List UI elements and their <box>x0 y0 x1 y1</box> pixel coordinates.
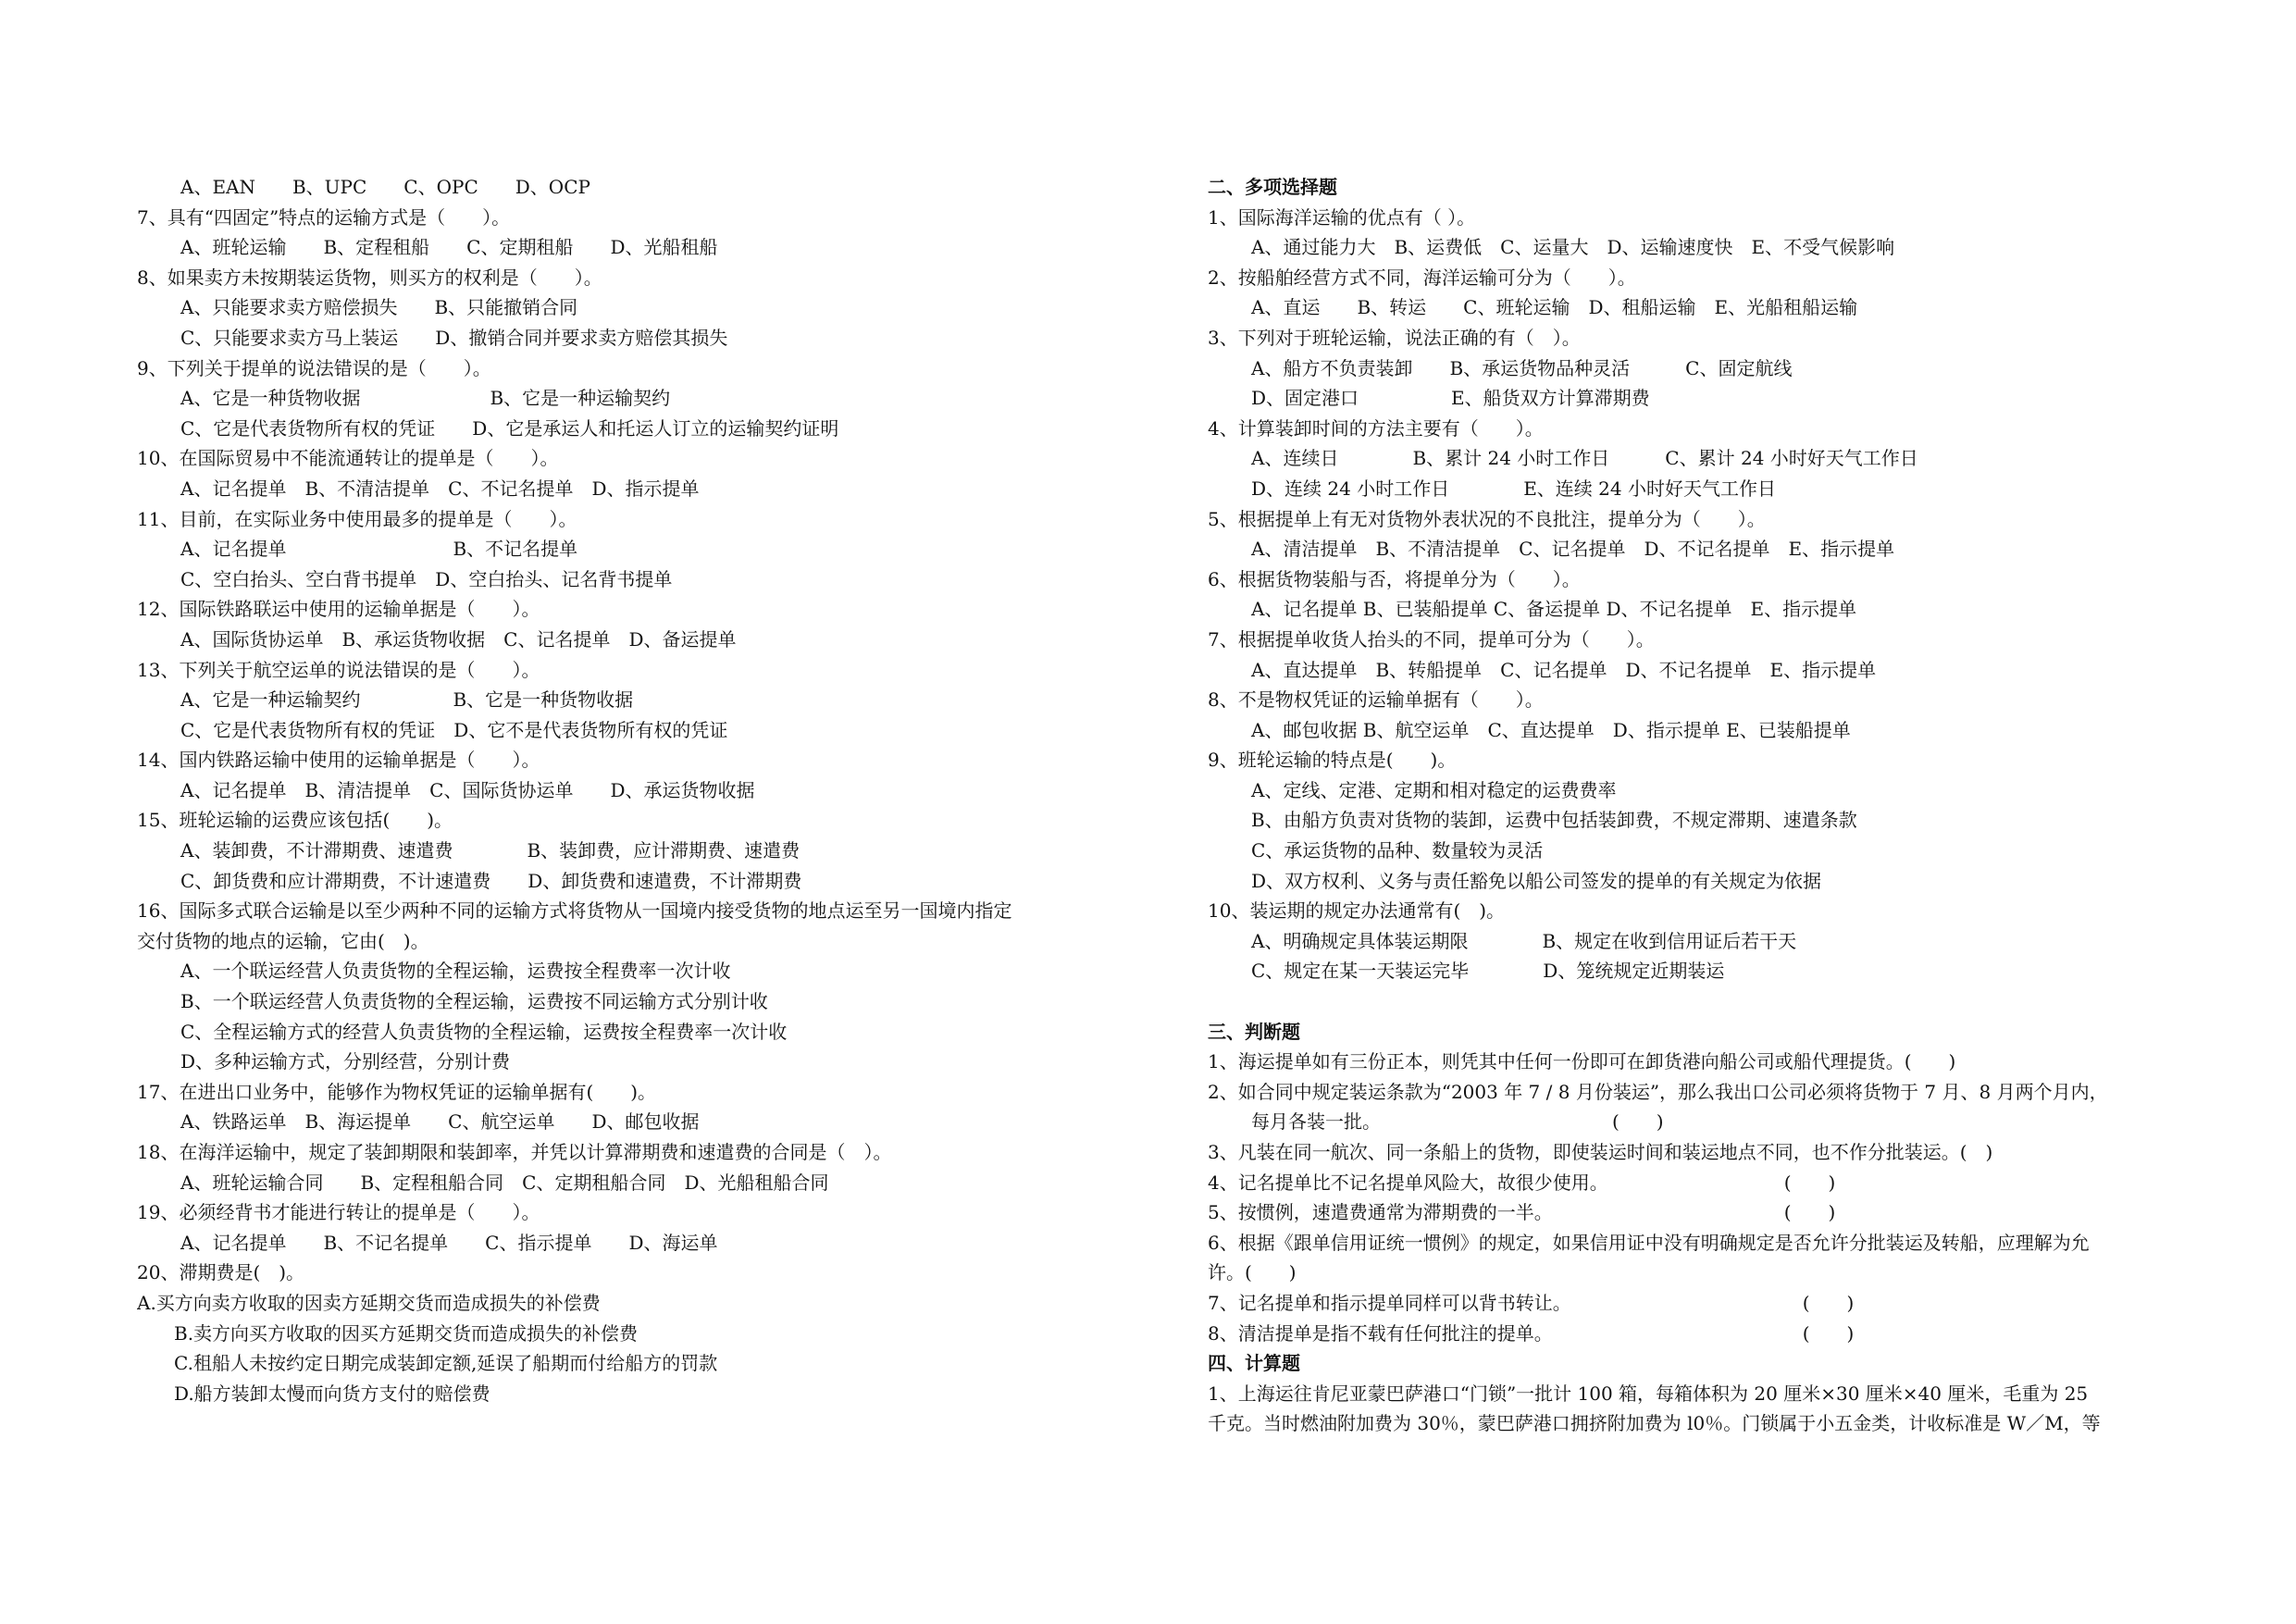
left-text-line: A、记名提单 B、不清洁提单 C、不记名提单 D、指示提单 <box>180 477 700 500</box>
left-text-line: A、班轮运输合同 B、定程租船合同 C、定期租船合同 D、光船租船合同 <box>180 1171 829 1194</box>
left-text-line: A、只能要求卖方赔偿损失 B、只能撤销合同 <box>180 296 578 319</box>
left-text-line: A、一个联运经营人负责货物的全程运输，运费按全程费率一次计收 <box>180 960 731 983</box>
right-text-line: 10、装运期的规定办法通常有( )。 <box>1208 899 1506 923</box>
left-text-line: 13、下列关于航空运单的说法错误的是（ ）。 <box>137 658 540 681</box>
left-text-line: C、只能要求卖方马上装运 D、撤销合同并要求卖方赔偿其损失 <box>180 326 728 349</box>
left-text-line: A、记名提单 B、不记名提单 <box>180 538 578 561</box>
left-text-line: A、班轮运输 B、定程租船 C、定期租船 D、光船租船 <box>180 236 718 259</box>
right-text-line: 千克。当时燃油附加费为 30％，蒙巴萨港口拥挤附加费为 l0％。门锁属于小五金类，计收标准是 W／M，等 <box>1208 1412 2101 1435</box>
left-text-line: 10、在国际贸易中不能流通转让的提单是（ ）。 <box>137 447 559 470</box>
right-text-line: A、邮包收据 B、航空运单 C、直达提单 D、指示提单 E、已装船提单 <box>1251 718 1851 741</box>
left-text-line: C、它是代表货物所有权的凭证 D、它不是代表货物所有权的凭证 <box>180 718 728 741</box>
right-text-line: A、船方不负责装卸 B、承运货物品种灵活 C、固定航线 <box>1251 356 1793 379</box>
left-text-line: 11、目前，在实际业务中使用最多的提单是（ ）。 <box>137 507 577 530</box>
right-text-line: 1、国际海洋运输的优点有（ ）。 <box>1208 205 1476 229</box>
right-text-line: 7、记名提单和指示提单同样可以背书转让。 ( ) <box>1208 1291 1855 1314</box>
section-heading: 三、判断题 <box>1208 1020 1300 1043</box>
left-text-line: D、多种运输方式，分别经营，分别计费 <box>180 1050 511 1073</box>
right-text-line: D、连续 24 小时工作日 E、连续 24 小时好天气工作日 <box>1251 477 1776 500</box>
left-text-line: 交付货物的地点的运输，它由( )。 <box>137 929 429 952</box>
right-text-line: 5、按惯例，速遣费通常为滞期费的一半。 ( ) <box>1208 1201 1836 1224</box>
left-text-line: A、EAN B、UPC C、OPC D、OCP <box>180 176 590 198</box>
left-text-line: 20、滞期费是( )。 <box>137 1261 305 1284</box>
right-text-line: 6、根据《跟单信用证统一惯例》的规定，如果信用证中没有明确规定是否允许分批装运及转船，应理解为允 <box>1208 1231 2090 1254</box>
left-text-line: 9、下列关于提单的说法错误的是（ ）。 <box>137 356 491 379</box>
right-text-line: 6、根据货物装船与否，将提单分为（ ）。 <box>1208 567 1581 590</box>
right-text-line: 7、根据提单收货人抬头的不同，提单可分为（ ）。 <box>1208 627 1655 651</box>
section-heading: 四、计算题 <box>1208 1352 1300 1375</box>
left-text-line: 17、在进出口业务中，能够作为物权凭证的运输单据有( )。 <box>137 1080 657 1103</box>
right-text-line: A、清洁提单 B、不清洁提单 C、记名提单 D、不记名提单 E、指示提单 <box>1251 538 1895 561</box>
right-text-line: B、由船方负责对货物的装卸，运费中包括装卸费，不规定滞期、速遣条款 <box>1251 809 1857 832</box>
right-text-line: C、承运货物的品种、数量较为灵活 <box>1251 839 1544 862</box>
right-text-line: 4、计算装卸时间的方法主要有（ ）。 <box>1208 416 1544 440</box>
left-column <box>137 172 1118 1408</box>
right-text-line: 2、按船舶经营方式不同，海洋运输可分为（ ）。 <box>1208 266 1636 289</box>
left-text-line: C、它是代表货物所有权的凭证 D、它是承运人和托运人订立的运输契约证明 <box>180 416 839 440</box>
right-text-line: D、双方权利、义务与责任豁免以船公司签发的提单的有关规定为依据 <box>1251 869 1822 892</box>
left-text-line: A、装卸费，不计滞期费、速遣费 B、装卸费，应计滞期费、速遣费 <box>180 839 800 862</box>
right-text-line: 1、海运提单如有三份正本，则凭其中任何一份即可在卸货港向船公司或船代理提货。( ) <box>1208 1050 1956 1073</box>
left-text-line: C、全程运输方式的经营人负责货物的全程运输，运费按全程费率一次计收 <box>180 1020 788 1043</box>
right-text-line: A、定线、定港、定期和相对稳定的运费费率 <box>1251 778 1617 801</box>
right-text-line: 2、如合同中规定装运条款为“2003 年 7 / 8 月份装运”，那么我出口公司必须将货物于 7 月、8 月两个月内， <box>1208 1080 2108 1103</box>
left-text-line: 15、班轮运输的运费应该包括( )。 <box>137 809 453 832</box>
right-column <box>1208 172 2189 1439</box>
left-text-line: 8、如果卖方未按期装运货物，则买方的权利是（ ）。 <box>137 266 602 289</box>
left-text-line: 19、必须经背书才能进行转让的提单是（ ）。 <box>137 1201 540 1224</box>
left-text-line: 12、国际铁路联运中使用的运输单据是（ ）。 <box>137 598 540 621</box>
left-text-line: C、卸货费和应计滞期费，不计速遣费 D、卸货费和速遣费，不计滞期费 <box>180 869 802 892</box>
left-text-line: A、记名提单 B、不记名提单 C、指示提单 D、海运单 <box>180 1231 718 1254</box>
section-heading: 二、多项选择题 <box>1208 176 1337 198</box>
right-text-line: 3、凡装在同一航次、同一条船上的货物，即使装运时间和装运地点不同，也不作分批装运。( ) <box>1208 1141 1993 1163</box>
left-text-line: A、它是一种货物收据 B、它是一种运输契约 <box>180 387 671 410</box>
right-text-line: A、直运 B、转运 C、班轮运输 D、租船运输 E、光船租船运输 <box>1251 296 1858 319</box>
right-text-line: 许。( ) <box>1208 1261 1297 1284</box>
left-text-line: A、铁路运单 B、海运提单 C、航空运单 D、邮包收据 <box>180 1110 700 1134</box>
right-text-line: 5、根据提单上有无对货物外表状况的不良批注，提单分为（ ）。 <box>1208 507 1766 530</box>
right-text-line: A、明确规定具体装运期限 B、规定在收到信用证后若干天 <box>1251 929 1797 952</box>
right-text-line: A、直达提单 B、转船提单 C、记名提单 D、不记名提单 E、指示提单 <box>1251 658 1877 681</box>
left-text-line: A、记名提单 B、清洁提单 C、国际货协运单 D、承运货物收据 <box>180 778 755 801</box>
left-text-line: C、空白抬头、空白背书提单 D、空白抬头、记名背书提单 <box>180 567 673 590</box>
left-text-line: A、国际货协运单 B、承运货物收据 C、记名提单 D、备运提单 <box>180 627 737 651</box>
right-text-line: A、记名提单 B、已装船提单 C、备运提单 D、不记名提单 E、指示提单 <box>1251 598 1857 621</box>
right-text-line: 4、记名提单比不记名提单风险大，故很少使用。 ( ) <box>1208 1171 1836 1194</box>
blank-line <box>1208 986 2189 1017</box>
right-text-line: A、连续日 B、累计 24 小时工作日 C、累计 24 小时好天气工作日 <box>1251 447 1918 470</box>
left-text-line: A、它是一种运输契约 B、它是一种货物收据 <box>180 688 634 712</box>
right-text-line: 每月各装一批。 ( ) <box>1251 1110 1664 1134</box>
right-text-line: 8、清洁提单是指不载有任何批注的提单。 ( ) <box>1208 1321 1855 1345</box>
right-text-line: 8、不是物权凭证的运输单据有（ ）。 <box>1208 688 1544 712</box>
left-text-line: 18、在海洋运输中，规定了装卸期限和装卸率，并凭以计算滞期费和速遣费的合同是（ ）。 <box>137 1141 892 1163</box>
left-text-line: B.卖方向买方收取的因买方延期交货而造成损失的补偿费 <box>174 1321 639 1345</box>
left-text-line: C.租船人未按约定日期完成装卸定额,延误了船期而付给船方的罚款 <box>174 1352 718 1375</box>
right-text-line: 1、上海运往肯尼亚蒙巴萨港口“门锁”一批计 100 箱，每箱体积为 20 厘米×30 厘米×40 厘米，毛重为 25 <box>1208 1382 2089 1405</box>
left-text-line: A.买方向卖方收取的因卖方延期交货而造成损失的补偿费 <box>137 1291 601 1314</box>
right-text-line: A、通过能力大 B、运费低 C、运量大 D、运输速度快 E、不受气候影响 <box>1251 236 1895 259</box>
right-text-line: 9、班轮运输的特点是( )。 <box>1208 749 1457 772</box>
left-text-line: 16、国际多式联合运输是以至少两种不同的运输方式将货物从一国境内接受货物的地点运至另一国境内指定 <box>137 899 1012 923</box>
right-text-line: C、规定在某一天装运完毕 D、笼统规定近期装运 <box>1251 960 1725 983</box>
left-text-line: D.船方装卸太慢而向货方支付的赔偿费 <box>174 1382 490 1405</box>
left-text-line: 7、具有“四固定”特点的运输方式是（ ）。 <box>137 205 511 229</box>
left-text-line: 14、国内铁路运输中使用的运输单据是（ ）。 <box>137 749 540 772</box>
right-text-line: D、固定港口 E、船货双方计算滞期费 <box>1251 387 1650 410</box>
right-text-line: 3、下列对于班轮运输，说法正确的有（ ）。 <box>1208 326 1581 349</box>
left-text-line: B、一个联运经营人负责货物的全程运输，运费按不同运输方式分别计收 <box>180 990 768 1013</box>
